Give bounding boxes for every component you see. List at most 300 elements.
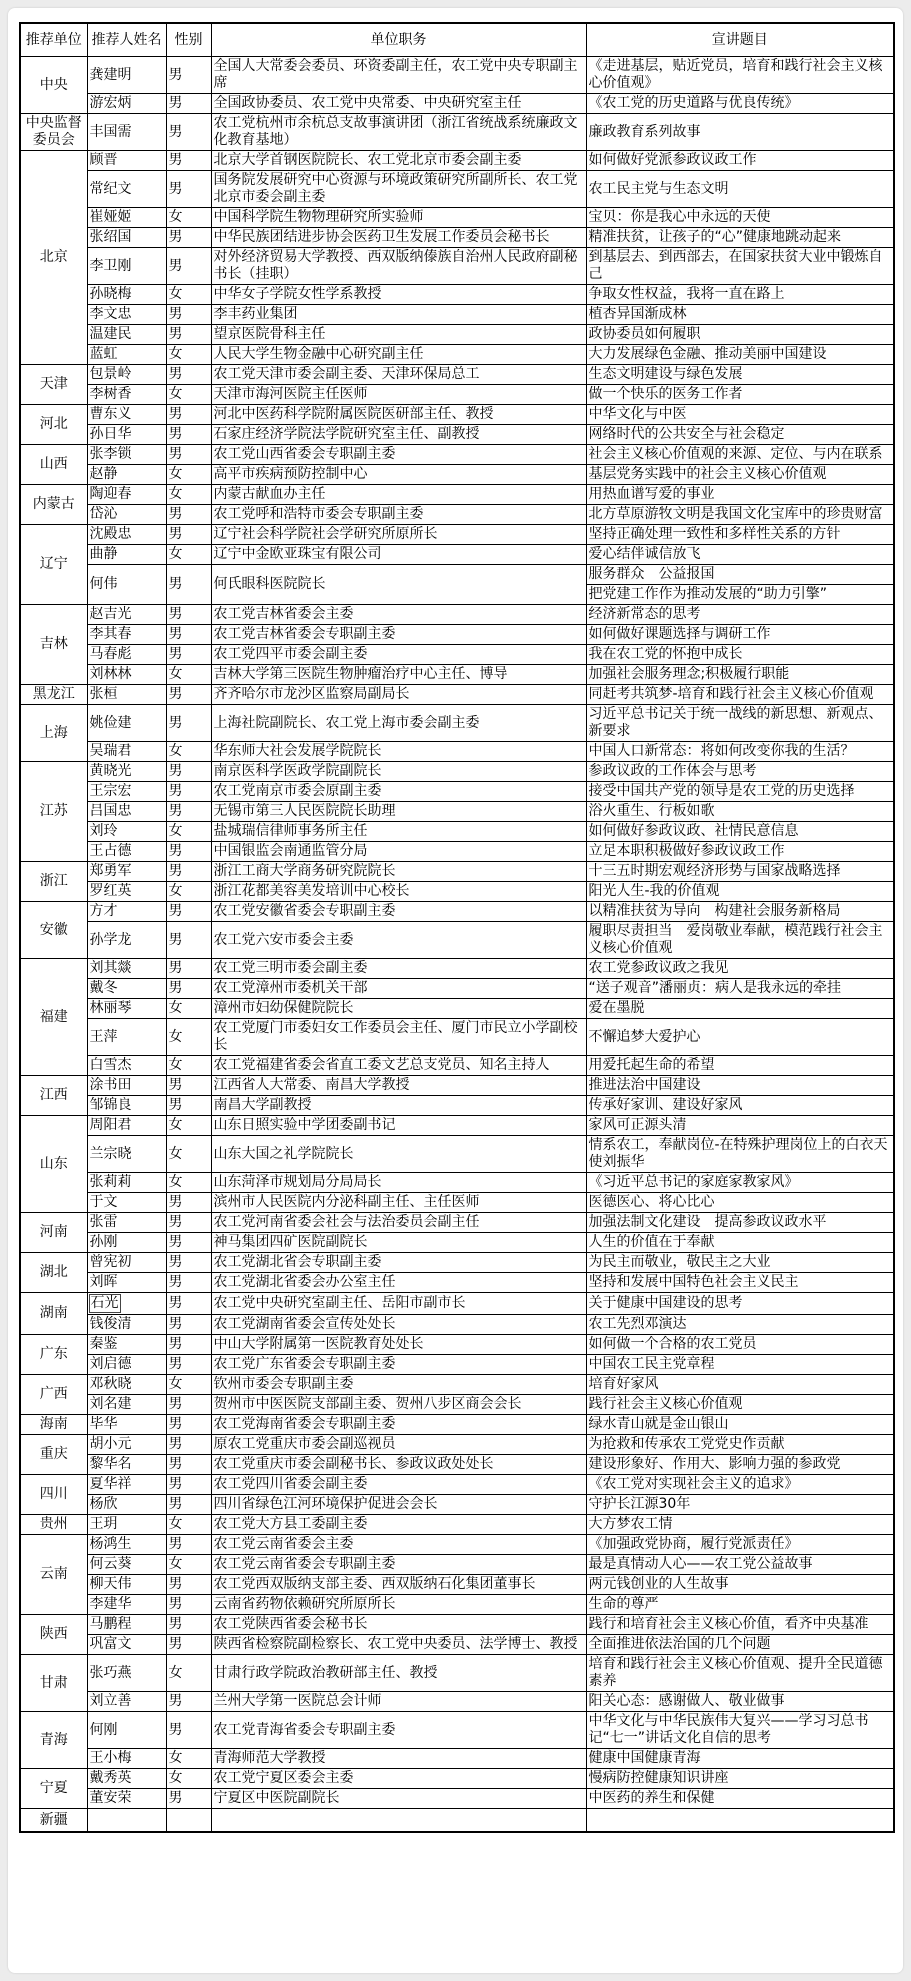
gender-cell: 男 xyxy=(166,1315,211,1335)
topic-cell: 传承好家训、建设好家风 xyxy=(586,1096,894,1116)
gender-cell: 男 xyxy=(166,525,211,545)
topic-cell: 争取女性权益，我将一直在路上 xyxy=(586,285,894,305)
gender-cell: 男 xyxy=(166,1575,211,1595)
gender-cell: 男 xyxy=(166,325,211,345)
gender-cell: 男 xyxy=(166,1635,211,1655)
name-cell: 沈殿忠 xyxy=(87,525,166,545)
table-row xyxy=(20,1555,894,1575)
region-cell: 青海 xyxy=(20,1712,87,1769)
gender-cell: 女 xyxy=(166,1116,211,1136)
position-cell: 吉林大学第三医院生物肿瘤治疗中心主任、博导 xyxy=(211,665,586,685)
gender-cell: 女 xyxy=(166,1655,211,1692)
name-cell: 李卫刚 xyxy=(87,248,166,285)
position-cell: 农工党呼和浩特市委会专职副主委 xyxy=(211,505,586,525)
position-cell: 农工党四川省委会副主委 xyxy=(211,1475,586,1495)
topic-cell: 坚持和发展中国特色社会主义民主 xyxy=(586,1273,894,1293)
gender-cell: 女 xyxy=(166,465,211,485)
position-cell: 农工党吉林省委会专职副主委 xyxy=(211,625,586,645)
name-cell: 何云葵 xyxy=(87,1555,166,1575)
region-cell: 中央 xyxy=(20,57,87,114)
topic-cell: 大力发展绿色金融、推动美丽中国建设 xyxy=(586,345,894,365)
position-cell: 农工党云南省委会专职副主委 xyxy=(211,1555,586,1575)
gender-cell: 男 xyxy=(166,305,211,325)
name-cell: 赵静 xyxy=(87,465,166,485)
region-cell: 湖南 xyxy=(20,1293,87,1335)
table-row xyxy=(20,665,894,685)
position-cell: 四川省绿色江河环境保护促进会会长 xyxy=(211,1495,586,1515)
name-cell: 王萍 xyxy=(87,1019,166,1056)
table-row xyxy=(20,625,894,645)
name-cell: 孙刚 xyxy=(87,1233,166,1253)
region-cell: 海南 xyxy=(20,1415,87,1435)
topic-cell: 立足本职积极做好参政议政工作 xyxy=(586,842,894,862)
region-cell: 浙江 xyxy=(20,862,87,902)
gender-cell: 男 xyxy=(166,762,211,782)
gender-cell: 女 xyxy=(166,1749,211,1769)
table-row xyxy=(20,1535,894,1555)
gender-cell: 男 xyxy=(166,1193,211,1213)
position-cell: 山东日照实验中学团委副书记 xyxy=(211,1116,586,1136)
table-row xyxy=(20,228,894,248)
name-cell: 董安荣 xyxy=(87,1789,166,1809)
topic-cell: 为抢救和传承农工党党史作贡献 xyxy=(586,1435,894,1455)
name-cell: 邹锦良 xyxy=(87,1096,166,1116)
header-recommended-name: 推荐人姓名 xyxy=(87,23,166,57)
name-cell: 张桓 xyxy=(87,685,166,705)
position-cell: 农工党漳州市委机关干部 xyxy=(211,979,586,999)
position-cell: 农工党厦门市委妇女工作委员会主任、厦门市民立小学副校长 xyxy=(211,1019,586,1056)
position-cell: 上海社院副院长、农工党上海市委会副主委 xyxy=(211,705,586,742)
gender-cell: 女 xyxy=(166,742,211,762)
table-row xyxy=(20,1273,894,1293)
gender-cell: 男 xyxy=(166,1233,211,1253)
gender-cell: 女 xyxy=(166,1769,211,1789)
topic-cell: 如何做一个合格的农工党员 xyxy=(586,1335,894,1355)
region-cell: 新疆 xyxy=(20,1809,87,1833)
topic-cell: 爱心结伴诚信放飞 xyxy=(586,545,894,565)
gender-cell: 男 xyxy=(166,1535,211,1555)
table-row xyxy=(20,305,894,325)
name-cell: 刘其燚 xyxy=(87,959,166,979)
table-row xyxy=(20,1475,894,1495)
position-cell: 农工党四平市委会副主委 xyxy=(211,645,586,665)
gender-cell: 男 xyxy=(166,1495,211,1515)
position-cell: 辽宁中金欧亚珠宝有限公司 xyxy=(211,545,586,565)
position-cell: 北京大学首钢医院院长、农工党北京市委会副主委 xyxy=(211,151,586,171)
name-cell: 顾晋 xyxy=(87,151,166,171)
gender-cell: 男 xyxy=(166,425,211,445)
table-row xyxy=(20,1615,894,1635)
topic-cell: 宝贝：你是我心中永远的天使 xyxy=(586,208,894,228)
gender-cell: 女 xyxy=(166,1019,211,1056)
position-cell: 全国人大常委会委员、环资委副主任，农工党中央专职副主席 xyxy=(211,57,586,94)
gender-cell: 女 xyxy=(166,1555,211,1575)
position-cell: 浙江花都美容美发培训中心校长 xyxy=(211,882,586,902)
region-cell: 陕西 xyxy=(20,1615,87,1655)
region-cell: 上海 xyxy=(20,705,87,762)
gender-cell: 男 xyxy=(166,565,211,605)
table-row xyxy=(20,842,894,862)
gender-cell: 男 xyxy=(166,1435,211,1455)
name-cell: 黎华名 xyxy=(87,1455,166,1475)
topic-cell: 参政议政的工作体会与思考 xyxy=(586,762,894,782)
gender-cell: 男 xyxy=(166,782,211,802)
table-row xyxy=(20,505,894,525)
document-page xyxy=(8,8,903,1973)
position-cell: 中华女子学院女性学系教授 xyxy=(211,285,586,305)
gender-cell: 男 xyxy=(166,151,211,171)
topic-cell: 中医药的养生和保健 xyxy=(586,1789,894,1809)
name-cell: 马春彪 xyxy=(87,645,166,665)
position-cell: 滨州市人民医院内分泌科副主任、主任医师 xyxy=(211,1193,586,1213)
topic-cell: 建设形象好、作用大、影响力强的参政党 xyxy=(586,1455,894,1475)
position-cell: 贺州市中医医院支部副主委、贺州八步区商会会长 xyxy=(211,1395,586,1415)
name-cell: 李其春 xyxy=(87,625,166,645)
name-cell: 李文忠 xyxy=(87,305,166,325)
table-row xyxy=(20,1789,894,1809)
name-cell: 孙学龙 xyxy=(87,922,166,959)
table-row xyxy=(20,385,894,405)
table-row xyxy=(20,1575,894,1595)
name-cell: 邓秋晓 xyxy=(87,1375,166,1395)
position-cell: 陕西省检察院副检察长、农工党中央委员、法学博士、教授 xyxy=(211,1635,586,1655)
table-row xyxy=(20,57,894,94)
table-body xyxy=(20,57,894,1833)
gender-cell: 男 xyxy=(166,645,211,665)
gender-cell: 男 xyxy=(166,862,211,882)
table-row xyxy=(20,545,894,565)
name-cell: 周阳君 xyxy=(87,1116,166,1136)
position-cell: 农工党海南省委会专职副主委 xyxy=(211,1415,586,1435)
region-cell: 吉林 xyxy=(20,605,87,685)
table-row xyxy=(20,979,894,999)
position-cell: 农工党西双版纳支部主委、西双版纳石化集团董事长 xyxy=(211,1575,586,1595)
topic-cell: 如何做好参政议政、社情民意信息 xyxy=(586,822,894,842)
name-cell: 姚俭建 xyxy=(87,705,166,742)
topic-cell: 加强社会服务理念;积极履行职能 xyxy=(586,665,894,685)
gender-cell: 男 xyxy=(166,248,211,285)
topic-cell: 《习近平总书记的家庭家教家风》 xyxy=(586,1173,894,1193)
table-row xyxy=(20,1293,894,1315)
name-cell: 郑勇军 xyxy=(87,862,166,882)
name-cell: 王宗宏 xyxy=(87,782,166,802)
position-cell: 中山大学附属第一医院教育处处长 xyxy=(211,1335,586,1355)
position-cell: 辽宁社会科学院社会学研究所原所长 xyxy=(211,525,586,545)
name-cell: 岱沁 xyxy=(87,505,166,525)
position-cell: 甘肃行政学院政治教研部主任、教授 xyxy=(211,1655,586,1692)
header-position: 单位职务 xyxy=(211,23,586,57)
gender-cell: 男 xyxy=(166,1355,211,1375)
name-cell: 吕国忠 xyxy=(87,802,166,822)
topic-cell: 农工民主党与生态文明 xyxy=(586,171,894,208)
table-row xyxy=(20,605,894,625)
position-cell: 浙江工商大学商务研究院院长 xyxy=(211,862,586,882)
name-cell: 温建民 xyxy=(87,325,166,345)
position-cell: 南京医科学医政学院副院长 xyxy=(211,762,586,782)
table-row xyxy=(20,1233,894,1253)
region-cell: 重庆 xyxy=(20,1435,87,1475)
topic-cell: 培育和践行社会主义核心价值观、提升全民道德素养 xyxy=(586,1655,894,1692)
position-cell: 农工党青海省委会专职副主委 xyxy=(211,1712,586,1749)
table-row xyxy=(20,114,894,151)
table-row xyxy=(20,645,894,665)
table-row xyxy=(20,1173,894,1193)
topic-cell: 全面推进依法治国的几个问题 xyxy=(586,1635,894,1655)
position-cell: 兰州大学第一医院总会计师 xyxy=(211,1692,586,1712)
topic-cell: 用爱托起生命的希望 xyxy=(586,1056,894,1076)
region-cell: 辽宁 xyxy=(20,525,87,605)
position-cell: 盐城瑞信律师事务所主任 xyxy=(211,822,586,842)
topic-cell: 社会主义核心价值观的来源、定位、与内在联系 xyxy=(586,445,894,465)
position-cell: 石家庄经济学院法学院研究室主任、副教授 xyxy=(211,425,586,445)
position-cell xyxy=(211,1809,586,1833)
table-row xyxy=(20,94,894,114)
gender-cell: 男 xyxy=(166,922,211,959)
position-cell: 望京医院骨科主任 xyxy=(211,325,586,345)
region-cell: 河北 xyxy=(20,405,87,445)
gender-cell: 男 xyxy=(166,685,211,705)
gender-cell: 女 xyxy=(166,1515,211,1535)
table-row xyxy=(20,325,894,345)
gender-cell: 男 xyxy=(166,1789,211,1809)
topic-cell: 不懈追梦大爱护心 xyxy=(586,1019,894,1056)
position-cell: 农工党湖北省委会办公室主任 xyxy=(211,1273,586,1293)
name-cell: 王占德 xyxy=(87,842,166,862)
position-cell: 漳州市妇幼保健院院长 xyxy=(211,999,586,1019)
name-cell: 何伟 xyxy=(87,565,166,605)
topic-cell: 经济新常态的思考 xyxy=(586,605,894,625)
region-cell: 江西 xyxy=(20,1076,87,1116)
name-cell xyxy=(87,1809,166,1833)
table-row xyxy=(20,1515,894,1535)
name-cell: 赵吉光 xyxy=(87,605,166,625)
name-cell: 钱俊清 xyxy=(87,1315,166,1335)
name-cell: 涂书田 xyxy=(87,1076,166,1096)
topic-cell: 政协委员如何履职 xyxy=(586,325,894,345)
table-row xyxy=(20,425,894,445)
topic-cell: 爱在墨脱 xyxy=(586,999,894,1019)
position-cell: 全国政协委员、农工党中央常委、中央研究室主任 xyxy=(211,94,586,114)
topic-cell: 守护长江源30年 xyxy=(586,1495,894,1515)
position-cell: 农工党吉林省委会主委 xyxy=(211,605,586,625)
gender-cell: 男 xyxy=(166,1213,211,1233)
position-cell: 无锡市第三人民医院院长助理 xyxy=(211,802,586,822)
name-cell: 罗红英 xyxy=(87,882,166,902)
name-cell: 杨欣 xyxy=(87,1495,166,1515)
topic-cell: 《农工党的历史道路与优良传统》 xyxy=(586,94,894,114)
name-cell: 戴冬 xyxy=(87,979,166,999)
name-cell: 刘启德 xyxy=(87,1355,166,1375)
table-row xyxy=(20,1692,894,1712)
gender-cell: 男 xyxy=(166,171,211,208)
position-cell: 农工党云南省委会主委 xyxy=(211,1535,586,1555)
position-cell: 何氏眼科医院院长 xyxy=(211,565,586,605)
position-cell: 农工党南京市委会原副主委 xyxy=(211,782,586,802)
table-row xyxy=(20,405,894,425)
topic-cell: 生命的尊严 xyxy=(586,1595,894,1615)
name-cell: 刘玲 xyxy=(87,822,166,842)
topic-cell: 情系农工，奉献岗位-在特殊护理岗位上的白衣天使刘振华 xyxy=(586,1136,894,1173)
region-cell: 贵州 xyxy=(20,1515,87,1535)
topic-cell: 践行和培育社会主义核心价值，看齐中央基准 xyxy=(586,1615,894,1635)
table-row xyxy=(20,1076,894,1096)
name-cell: 龚建明 xyxy=(87,57,166,94)
table-row xyxy=(20,1435,894,1455)
name-cell: 崔娅姬 xyxy=(87,208,166,228)
table-row xyxy=(20,1635,894,1655)
gender-cell: 男 xyxy=(166,625,211,645)
table-row xyxy=(20,1655,894,1692)
topic-cell: 植杏异国渐成林 xyxy=(586,305,894,325)
region-cell: 甘肃 xyxy=(20,1655,87,1712)
gender-cell: 男 xyxy=(166,57,211,94)
table-row xyxy=(20,1595,894,1615)
name-cell: 李树香 xyxy=(87,385,166,405)
gender-cell: 男 xyxy=(166,1712,211,1749)
region-cell: 天津 xyxy=(20,365,87,405)
position-cell: 农工党湖北省会专职副主委 xyxy=(211,1253,586,1273)
gender-cell xyxy=(166,1809,211,1833)
position-cell: 山东菏泽市规划局分局局长 xyxy=(211,1173,586,1193)
position-cell: 中国银监会南通监管分局 xyxy=(211,842,586,862)
selected-cell-box: 石光 xyxy=(90,1295,119,1311)
topic-cell: 浴火重生、行板如歌 xyxy=(586,802,894,822)
name-cell: 何刚 xyxy=(87,1712,166,1749)
table-row xyxy=(20,248,894,285)
table-row xyxy=(20,1136,894,1173)
topic-cell: 践行社会主义核心价值观 xyxy=(586,1395,894,1415)
name-cell: 兰宗晓 xyxy=(87,1136,166,1173)
name-cell: 张雷 xyxy=(87,1213,166,1233)
topic-cell: 如何做好党派参政议政工作 xyxy=(586,151,894,171)
position-cell: 宁夏区中医院副院长 xyxy=(211,1789,586,1809)
topic-cell: 坚持正确处理一致性和多样性关系的方针 xyxy=(586,525,894,545)
name-cell: 曾宪初 xyxy=(87,1253,166,1273)
name-cell: 于文 xyxy=(87,1193,166,1213)
topic-cell: 做一个快乐的医务工作者 xyxy=(586,385,894,405)
topic-cell: 人生的价值在于奉献 xyxy=(586,1233,894,1253)
region-cell: 宁夏 xyxy=(20,1769,87,1809)
name-cell: 戴秀英 xyxy=(87,1769,166,1789)
name-cell: 蓝虹 xyxy=(87,345,166,365)
position-cell: 内蒙古献血办主任 xyxy=(211,485,586,505)
topic-cell: 接受中国共产党的领导是农工党的历史选择 xyxy=(586,782,894,802)
gender-cell: 男 xyxy=(166,405,211,425)
name-cell: 林丽琴 xyxy=(87,999,166,1019)
topic-cell: 北方草原游牧文明是我国文化宝库中的珍贵财富 xyxy=(586,505,894,525)
topic-cell: 廉政教育系列故事 xyxy=(586,114,894,151)
topic-cell: 中华文化与中医 xyxy=(586,405,894,425)
name-cell: 常纪文 xyxy=(87,171,166,208)
name-cell: 包景岭 xyxy=(87,365,166,385)
gender-cell: 男 xyxy=(166,114,211,151)
table-row xyxy=(20,882,894,902)
name-cell: 吴瑞君 xyxy=(87,742,166,762)
position-cell: 农工党杭州市余杭总支故事演讲团（浙江省统战系统廉政文化教育基地） xyxy=(211,114,586,151)
header-recommending-unit: 推荐单位 xyxy=(20,23,87,57)
table-row xyxy=(20,345,894,365)
topic-cell: 基层党务实践中的社会主义核心价值观 xyxy=(586,465,894,485)
name-cell: 马鹏程 xyxy=(87,1615,166,1635)
gender-cell: 女 xyxy=(166,345,211,365)
gender-cell: 男 xyxy=(166,228,211,248)
topic-cell: 如何做好课题选择与调研工作 xyxy=(586,625,894,645)
name-cell: 刘林林 xyxy=(87,665,166,685)
gender-cell: 男 xyxy=(166,902,211,922)
table-row xyxy=(20,1415,894,1435)
gender-cell: 女 xyxy=(166,999,211,1019)
topic-cell: 《农工党对实现社会主义的追求》 xyxy=(586,1475,894,1495)
position-cell: 云南省药物依赖研究所原所长 xyxy=(211,1595,586,1615)
table-row xyxy=(20,822,894,842)
position-cell: 农工党广东省委会专职副主委 xyxy=(211,1355,586,1375)
position-cell: 钦州市委会专职副主委 xyxy=(211,1375,586,1395)
topic-cell: 十三五时期宏观经济形势与国家战略选择 xyxy=(586,862,894,882)
gender-cell: 女 xyxy=(166,665,211,685)
topic-cell: 中国人口新常态：将如何改变你我的生活？ xyxy=(586,742,894,762)
position-cell: 河北中医药科学院附属医院医研部主任、教授 xyxy=(211,405,586,425)
table-row xyxy=(20,1193,894,1213)
name-cell: 方才 xyxy=(87,902,166,922)
gender-cell: 男 xyxy=(166,605,211,625)
gender-cell: 女 xyxy=(166,485,211,505)
position-cell: 华东师大社会发展学院院长 xyxy=(211,742,586,762)
gender-cell: 男 xyxy=(166,1692,211,1712)
table-row xyxy=(20,171,894,208)
position-cell: 农工党福建省委会省直工委文艺总支党员、知名主持人 xyxy=(211,1056,586,1076)
region-cell: 中央监督委员会 xyxy=(20,114,87,151)
position-cell: 国务院发展研究中心资源与环境政策研究所副所长、农工党北京市委会副主委 xyxy=(211,171,586,208)
name-cell: 张李锁 xyxy=(87,445,166,465)
position-cell: 青海师范大学教授 xyxy=(211,1749,586,1769)
name-cell: 孙晓梅 xyxy=(87,285,166,305)
position-cell: 神马集团四矿医院副院长 xyxy=(211,1233,586,1253)
topic-cell: 慢病防控健康知识讲座 xyxy=(586,1769,894,1789)
gender-cell: 女 xyxy=(166,208,211,228)
gender-cell: 女 xyxy=(166,882,211,902)
name-cell: 张莉莉 xyxy=(87,1173,166,1193)
header-row xyxy=(20,23,894,57)
gender-cell: 女 xyxy=(166,385,211,405)
table-row xyxy=(20,208,894,228)
region-cell: 内蒙古 xyxy=(20,485,87,525)
table-row xyxy=(20,862,894,882)
gender-cell: 男 xyxy=(166,1253,211,1273)
topic-cell: 绿水青山就是金山银山 xyxy=(586,1415,894,1435)
position-cell: 农工党中央研究室副主任、岳阳市副市长 xyxy=(211,1293,586,1315)
position-cell: 南昌大学副教授 xyxy=(211,1096,586,1116)
gender-cell: 男 xyxy=(166,94,211,114)
position-cell: 农工党宁夏区委会主委 xyxy=(211,1769,586,1789)
name-cell: 刘立善 xyxy=(87,1692,166,1712)
region-cell: 江苏 xyxy=(20,762,87,862)
position-cell: 农工党重庆市委会副秘书长、参政议政处处长 xyxy=(211,1455,586,1475)
table-row xyxy=(20,1809,894,1833)
table-row xyxy=(20,685,894,705)
table-row xyxy=(20,1455,894,1475)
position-cell: 对外经济贸易大学教授、西双版纳傣族自治州人民政府副秘书长（挂职） xyxy=(211,248,586,285)
gender-cell: 男 xyxy=(166,959,211,979)
gender-cell: 男 xyxy=(166,1595,211,1615)
position-cell: 齐齐哈尔市龙沙区监察局副局长 xyxy=(211,685,586,705)
position-cell: 天津市海河医院主任医师 xyxy=(211,385,586,405)
gender-cell: 男 xyxy=(166,979,211,999)
table-row xyxy=(20,1749,894,1769)
name-cell: 白雪杰 xyxy=(87,1056,166,1076)
table-row xyxy=(20,1395,894,1415)
table-row xyxy=(20,1315,894,1335)
topic-cell: 两元钱创业的人生故事 xyxy=(586,1575,894,1595)
